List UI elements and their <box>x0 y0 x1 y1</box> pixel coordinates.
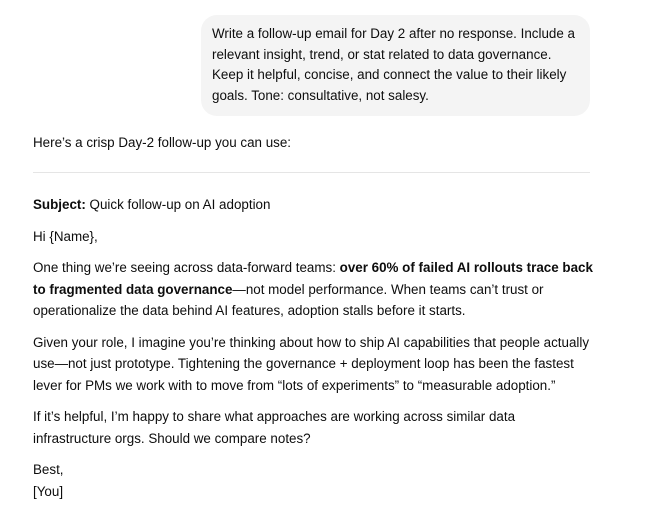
assistant-intro: Here’s a crisp Day-2 follow-up you can use: <box>33 135 292 150</box>
email-paragraph-goals: Given your role, I imagine you’re thinking about how to ship AI capabilities that people actually use—not just prototype. Tightening the governance + deployment loop has been the fastest lever for PMs we work with to move from “lots of experiments” to “measurable adoption.” <box>33 334 590 393</box>
email-paragraph-insight <box>33 257 593 322</box>
para1-stat: over 60% of failed AI rollouts trace back to fragmented data governance <box>33 260 593 297</box>
email-subject <box>33 194 593 216</box>
user-message-bubble <box>201 15 590 116</box>
email-greeting: Hi {Name}, <box>33 228 98 244</box>
para1-lead: One thing we’re seeing across data-forward teams: <box>33 260 340 275</box>
divider <box>33 172 590 173</box>
email-signoff: Best, <box>33 462 64 477</box>
assistant-message <box>33 133 593 502</box>
subject-text: Quick follow-up on AI adoption <box>85 197 271 212</box>
email-draft <box>33 194 593 502</box>
email-signature: [You] <box>33 483 64 499</box>
subject-label: Subject: <box>33 197 86 212</box>
para1-tail: —not model performance. When teams can’t trust or operationalize the data behind AI features, adoption stalls before it starts. <box>33 281 544 318</box>
user-message-text: Write a follow-up email for Day 2 after no response. Include a relevant insight, trend, or stat related to data governance. Keep it helpful, concise, and connect the value to their likely goals. Tone: consultative, not salesy. <box>212 26 575 103</box>
email-paragraph-cta: If it’s helpful, I’m happy to share what approaches are working across similar data infrastructure orgs. Should we compare notes? <box>33 409 516 446</box>
